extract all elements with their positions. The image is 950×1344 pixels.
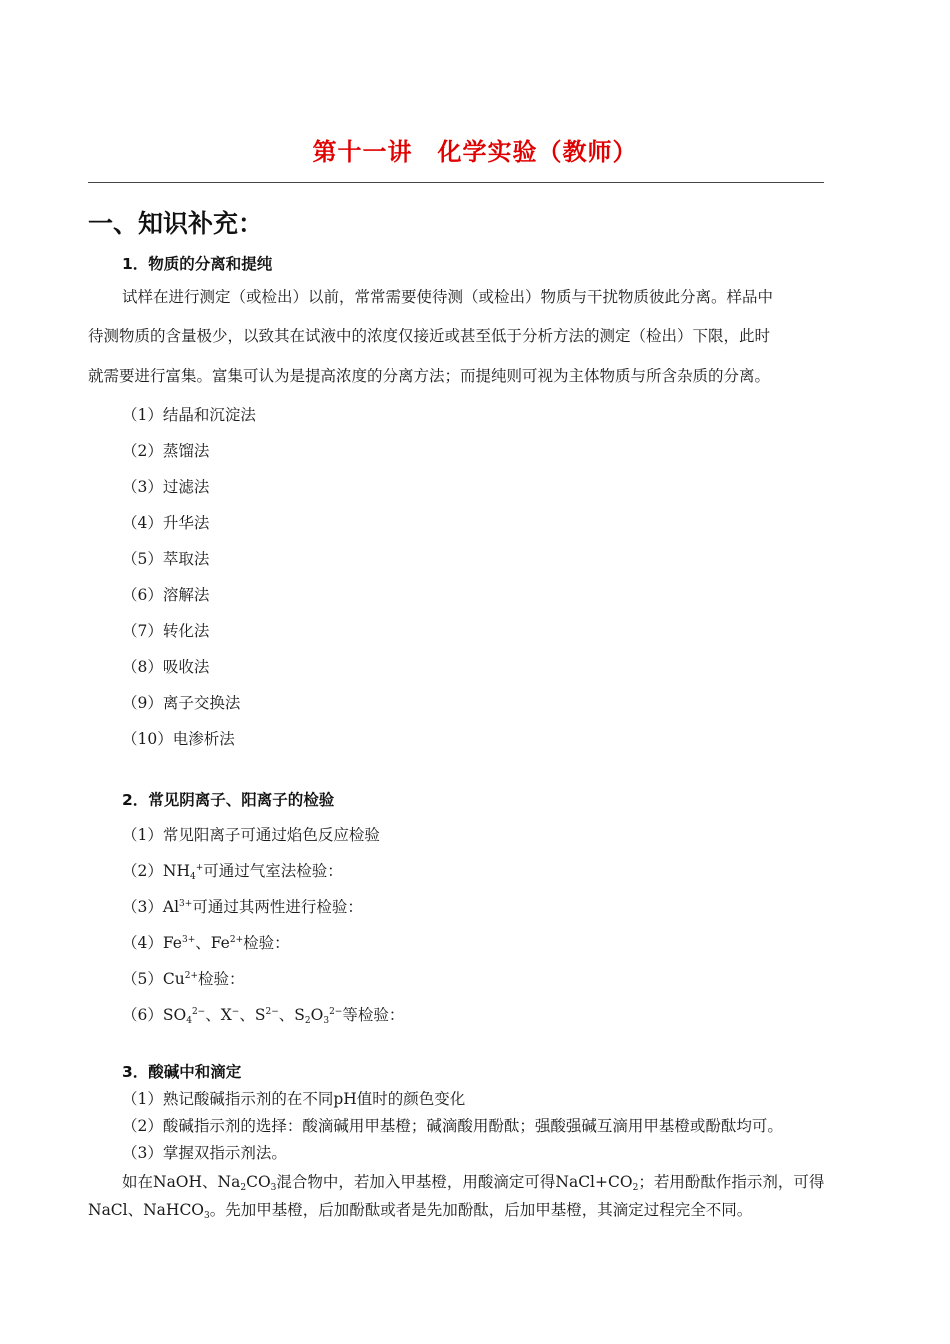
list-item: （2）酸碱指示剂的选择：酸滴碱用甲基橙；碱滴酸用酚酞；强酸强碱互滴用甲基橙或酚酞均可。 (122, 1117, 783, 1135)
list-item: （8）吸收法 (122, 658, 210, 676)
list-item: （7）转化法 (122, 622, 210, 640)
paragraph-line: 待测物质的含量极少，以致其在试液中的浓度仅接近或甚至低于分析方法的测定（检出）下限，此时 (88, 327, 771, 345)
list-item-anions: $(6)SO_4^{2-}$、X−、$S^{2-}$、$S_2O_3^{2-}$等检验： (122, 1006, 405, 1026)
list-item: （5）萃取法 (122, 550, 210, 568)
page-title: 第十一讲 化学实验（教师） (312, 138, 638, 166)
paragraph-line: NaCl、NaHCO$_3$。先加甲基橙，后加酚酞或者是先加酚酞，后加甲基橙，其滴定过程完全不同。 (88, 1201, 753, 1221)
list-item-copper: $(5)Cu^{2+}$检验： (122, 970, 245, 988)
list-item: （3）掌握双指示剂法。 (122, 1144, 287, 1162)
list-item: （3）过滤法 (122, 478, 210, 496)
paragraph-line: 就需要进行富集。富集可认为是提高浓度的分离方法；而提纯则可视为主体物质与所含杂质的分离。 (88, 367, 771, 385)
list-item: （1）结晶和沉淀法 (122, 406, 256, 424)
list-item: （9）离子交换法 (122, 694, 241, 712)
paragraph-line: 如在NaOH、$Na_2CO_3$混合物中，若加入甲基橙，用酸滴定可得$NaCl+CO_2$；若用酚酞作指示剂，可得 (122, 1173, 825, 1193)
list-item: （6）溶解法 (122, 586, 210, 604)
list-item: （4）升华法 (122, 514, 210, 532)
subsection-heading-ion-tests: 2．常见阴离子、阳离子的检验 (122, 791, 335, 809)
list-item: （1）熟记酸碱指示剂的在不同pH值时的颜色变化 (122, 1090, 466, 1108)
list-item-iron: $(4)Fe^{3+}$、$Fe^{2+}$检验： (122, 934, 290, 952)
list-item: （2）蒸馏法 (122, 442, 210, 460)
list-item-ammonium: $(2)NH_4^+$可通过气室法检验： (122, 862, 343, 882)
paragraph-line: 试样在进行测定（或检出）以前，常常需要使待测（或检出）物质与干扰物质彼此分离。样品中 (122, 288, 774, 306)
title-divider (88, 182, 824, 183)
list-item: （1）常见阳离子可通过焰色反应检验 (122, 826, 380, 844)
subsection-heading-separation: 1．物质的分离和提纯 (122, 255, 273, 273)
subsection-heading-titration: 3．酸碱中和滴定 (122, 1063, 242, 1081)
section-heading-knowledge: 一、知识补充： (88, 209, 264, 238)
list-item: （10）电渗析法 (122, 730, 235, 748)
list-item-aluminium: $(3)Al^{3+}$可通过其两性进行检验： (122, 898, 363, 916)
